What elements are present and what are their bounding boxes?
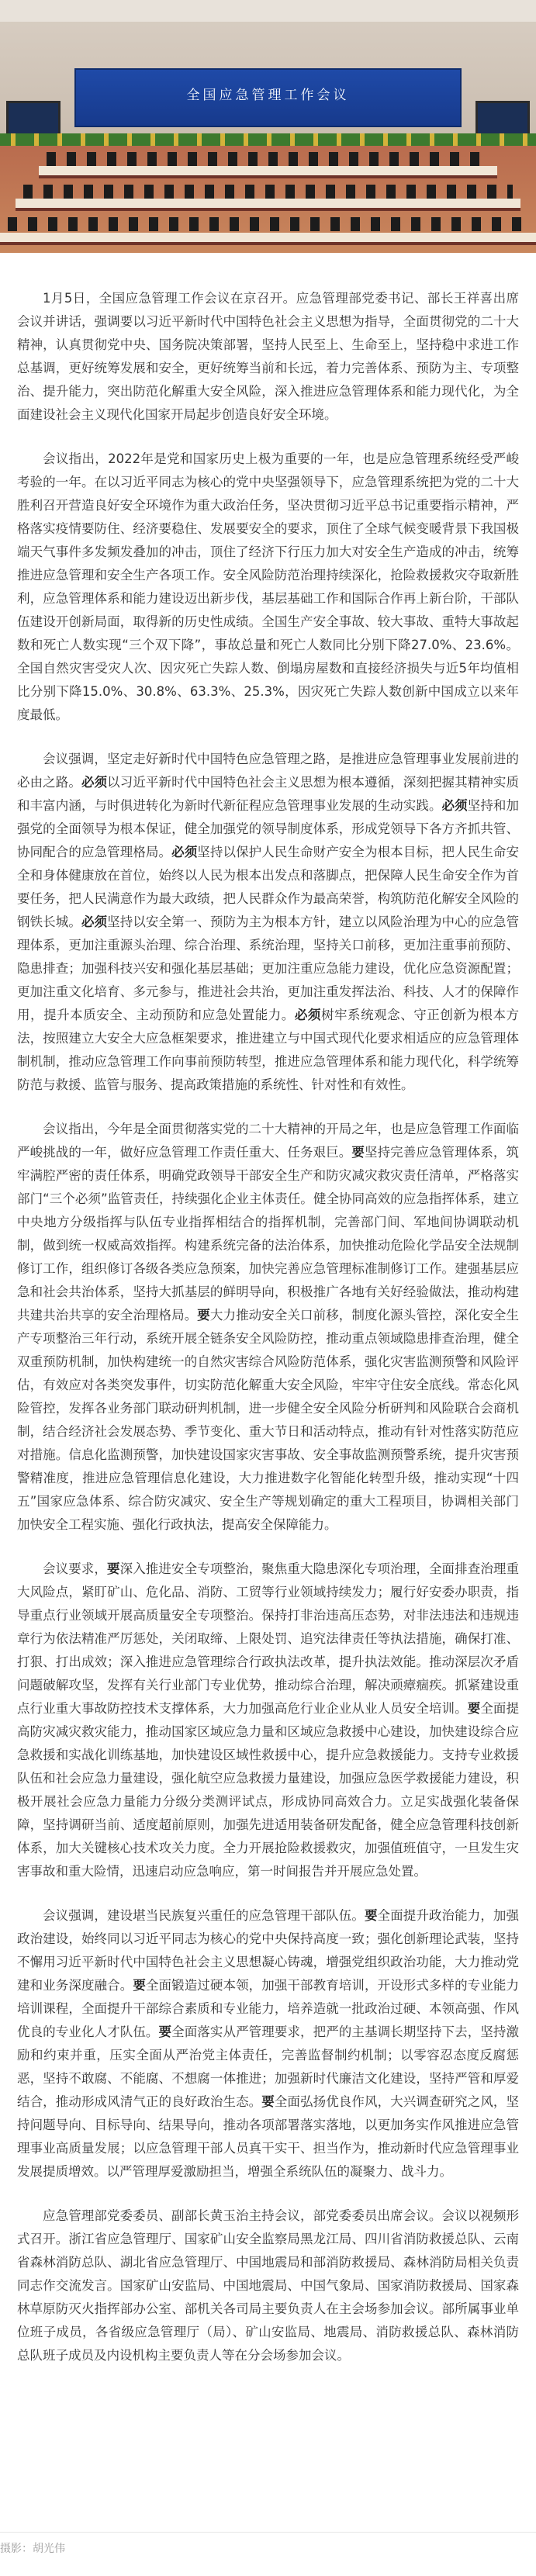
right-screen (475, 101, 530, 137)
article-body (17, 287, 519, 2388)
flower-row (0, 133, 536, 146)
paragraph-4: 会议指出，今年是全面贯彻落实党的二十大精神的开局之年，也是应急管理工作面临严峻挑战的一年，做好应急管理工作责任重大、任务艰巨。要坚持完善应急管理体系，筑牢满腔严密的责任体系，明确党政领导干部安全生产和防灾减灾救灾责任清单，严格落实部门“三个必须”监管责任，持续强化企业主体责任。健全协同高效的应急指挥体系，建立中央地方分级指挥与队伍专业指挥相结合的指挥机制，完善部门间、军地间协调联动机制，做到统一权威高效指挥。构建系统完备的法治体系，加快推动危险化学品安全法规制修订工作，组织修订各级各类应急预案，加快完善应急管理标准制修订工作。建强基层应急和社会共治体系，坚持大抓基层的鲜明导向，积极推广各地有关好经验做法，推动构建共建共治共享的安全治理格局。要大力推动安全关口前移，制度化源头管控，深化安全生产专项整治三年行动，系统开展全链条安全风险防控，推动重点领域隐患排查治理，健全双重预防机制，加快构建统一的自然灾害综合风险防范体系，强化灾害监测预警和风险评估，有效应对各类突发事件，切实防范化解重大安全风险，牢牢守住安全底线。常态化风险管控，发挥各业务部门联动研判机制，进一步健全安全风险分析研判和风险联合会商机制，结合经济社会发展态势、季节变化、重大节日和活动特点，推动有针对性落实防范应对措施。信息化监测预警，加快建设国家灾害事故、安全事故监测预警系统，提升灾害预警精准度，推进应急管理信息化建设，大力推进数字化智能化转型升级，推动实现“十四五”国家应急体系、综合防灾减灾、安全生产等规划确定的重大工程项目，协调相关部门加快安全工程实施、强化行政执法，提高安全保障能力。 (17, 1122, 520, 1532)
paragraph-6: 会议强调，建设堪当民族复兴重任的应急管理干部队伍。要全面提升政治能力，加强政治建设，始终同以习近平同志为核心的党中央保持高度一致；强化创新理论武装，坚持不懈用习近平新时代中国特色社会主义思想凝心铸魂，增强党组织政治功能，大力推动党建和业务深度融合。要全面锻造过硬本领，加强干部教育培训，开设形式多样的专业能力培训课程，全面提升干部综合素质和专业能力，培养造就一批政治过硬、本领高强、作风优良的专业化人才队伍。要全面落实从严管理要求，把严的主基调长期坚持下去，坚持激励和约束并重，压实全面从严治党主体责任，完善监督制约机制；以零容忍态度反腐惩恶，坚持不敢腐、不能腐、不想腐一体推进；加强新时代廉洁文化建设，坚持严管和厚爱结合，推动形成风清气正的良好政治生态。要全面弘扬优良作风，大兴调查研究之风，坚持问题导向、目标导向、结果导向，推动各项部署落实落地，以更加务实作风推进应急管理事业高质量发展；以应急管理干部人员真干实干、担当作为，推动新时代应急管理事业发展提质增效。以严管理厚爱激励担当，增强全系统队伍的凝聚力、战斗力。 (17, 1908, 520, 2179)
paragraph-2: 会议指出，2022年是党和国家历史上极为重要的一年，也是应急管理系统经受严峻考验的一年。在以习近平同志为核心的党中央坚强领导下，应急管理系统把为党的二十大胜利召开营造良好安全环境作为重大政治任务，坚决贯彻习近平总书记重要指示精神，严格落实疫情要防住、经济要稳住、发展要安全的要求，顶住了全球气候变暖背景下我国极端天气事件多发频发叠加的冲击，顶住了经济下行压力加大对安全生产造成的冲击，统筹推进应急管理和安全生产各项工作。安全风险防范治理持续深化，抢险救援救灾夺取新胜利，应急管理体系和能力建设迈出新步伐，基层基础工作和国际合作再上新台阶，干部队伍建设开创新局面，取得新的历史性成绩。全国生产安全事故、较大事故、重特大事故起数和死亡人数实现“三个双下降”，事故总量和死亡人数同比分别下降27.0%、23.6%。全国自然灾害受灾人次、因灾死亡失踪人数、倒塌房屋数和直接经济损失与近5年均值相比分别下降15.0%、30.8%、63.3%、25.3%，因灾死亡失踪人数创新中国成立以来年度最低。 (17, 451, 519, 722)
conference-photo (0, 0, 536, 253)
table-row (16, 199, 520, 211)
divider (0, 2532, 536, 2533)
table-row (39, 166, 497, 178)
photographer-credit: 摄影：胡光伟 (0, 2543, 65, 2555)
left-screen (6, 101, 61, 137)
table-row (0, 233, 536, 245)
paragraph-7: 应急管理部党委委员、副部长黄玉治主持会议，部党委委员出席会议。会议以视频形式召开。浙江省应急管理厅、国家矿山安全监察局黑龙江局、四川省消防救援总队、云南省森林消防总队、湖北省应急管理厅、中国地震局和部消防救援局、森林消防局相关负责同志作交流发言。国家矿山安监局、中国地震局、中国气象局、国家消防救援局、国家森林草原防灭火指挥部办公室、部机关各司局主要负责人在主会场参加会议。部所属事业单位班子成员，各省级应急管理厅（局）、矿山安监局、地震局、消防救援总队、森林消防总队班子成员及内设机构主要负责人等在分会场参加会议。 (17, 2208, 519, 2363)
paragraph-1: 1月5日，全国应急管理工作会议在京召开。应急管理部党委书记、部长王祥喜出席会议并讲话，强调要以习近平新时代中国特色社会主义思想为指导，全面贯彻党的二十大精神，认真贯彻党中央、国务院决策部署，坚持人民至上、生命至上，坚持稳中求进工作总基调，更好统筹发展和安全，更好统筹当前和长远，着力完善体系、预防为主、专项整治、提升能力，突出防范化解重大安全风险，深入推进应急管理体系和能力现代化，为全面建设社会主义现代化国家开局起步创造良好安全环境。 (17, 291, 519, 422)
paragraph-5: 会议要求，要深入推进安全专项整治，聚焦重大隐患深化专项治理，全面排查治理重大风险点，紧盯矿山、危化品、消防、工贸等行业领域持续发力；履行好安委办职责，指导重点行业领域开展高质量安全专项整治。保持打非治违高压态势，对非法违法和违规违章行为依法精准严厉惩处，关闭取缔、上限处罚、追究法律责任等执法措施，确保打准、打狠、打出成效；深入推进应急管理综合行政执法改革，提升执法效能。推动深层次矛盾问题破解攻坚，发挥有关行业部门专业优势，推动综合治理，解决顽瘴痼疾。抓紧建设重点行业重大事故防控技术支撑体系，大力加强高危行业企业从业人员安全培训。要全面提高防灾减灾救灾能力，推动国家区域应急力量和区域应急救援中心建设，加快建设综合应急救援和实战化训练基地，加快建设区域性救援中心，提升应急救援能力。支持专业救援队伍和社会应急力量建设，强化航空应急救援力量建设，加强应急医学救援能力建设，积极开展社会应急力量能力分级分类测评试点，形成协同高效合力。立足实战强化装备保障，坚持调研当前、适度超前原则，加强先进适用装备研发配备，健全应急管理科技创新体系，加大关键核心技术攻关力度。全力开展抢险救援救灾，加强值班值守，一旦发生灾害事故和重大险情，迅速启动应急响应，第一时间报告并开展应急处置。 (17, 1561, 520, 1879)
paragraph-3: 会议强调，坚定走好新时代中国特色应急管理之路，是推进应急管理事业发展前进的必由之路。必须以习近平新时代中国特色社会主义思想为根本遵循，深刻把握其精神实质和丰富内涵，与时俱进转化为新时代新征程应急管理事业发展的生动实践。必须坚持和加强党的全面领导为根本保证，健全加强党的领导制度体系，形成党领导下各方齐抓共管、协同配合的应急管理格局。必须坚持以保护人民生命财产安全为根本目标，把人民生命安全和身体健康放在首位，始终以人民为根本出发点和落脚点，把保障人民生命安全作为首要任务，把人民满意作为最大政绩，把人民群众作为最高荣誉，构筑防范化解安全风险的钢铁长城。必须坚持以安全第一、预防为主为根本方针，建立以风险治理为中心的应急管理体系，更加注重源头治理、综合治理、系统治理，坚持关口前移，更加注重事前预防、隐患排查；加强科技兴安和强化基层基础；更加注重应急能力建设，优化应急资源配置；更加注重文化培育、多元参与，推进社会共治，更加注重发挥法治、科技、人才的保障作用，提升本质安全、主动预防和应急处置能力。必须树牢系统观念、守正创新为根本方法，按照建立大安全大应急框架要求，推进建立与中国式现代化要求相适应的应急管理体制机制，推动应急管理工作向事前预防转型，推进应急管理体系和能力现代化，科学统筹防范与救援、监管与服务、提高政策措施的系统性、针对性和有效性。 (17, 752, 520, 1092)
banner-title: 全国应急管理工作会议 (186, 88, 350, 103)
